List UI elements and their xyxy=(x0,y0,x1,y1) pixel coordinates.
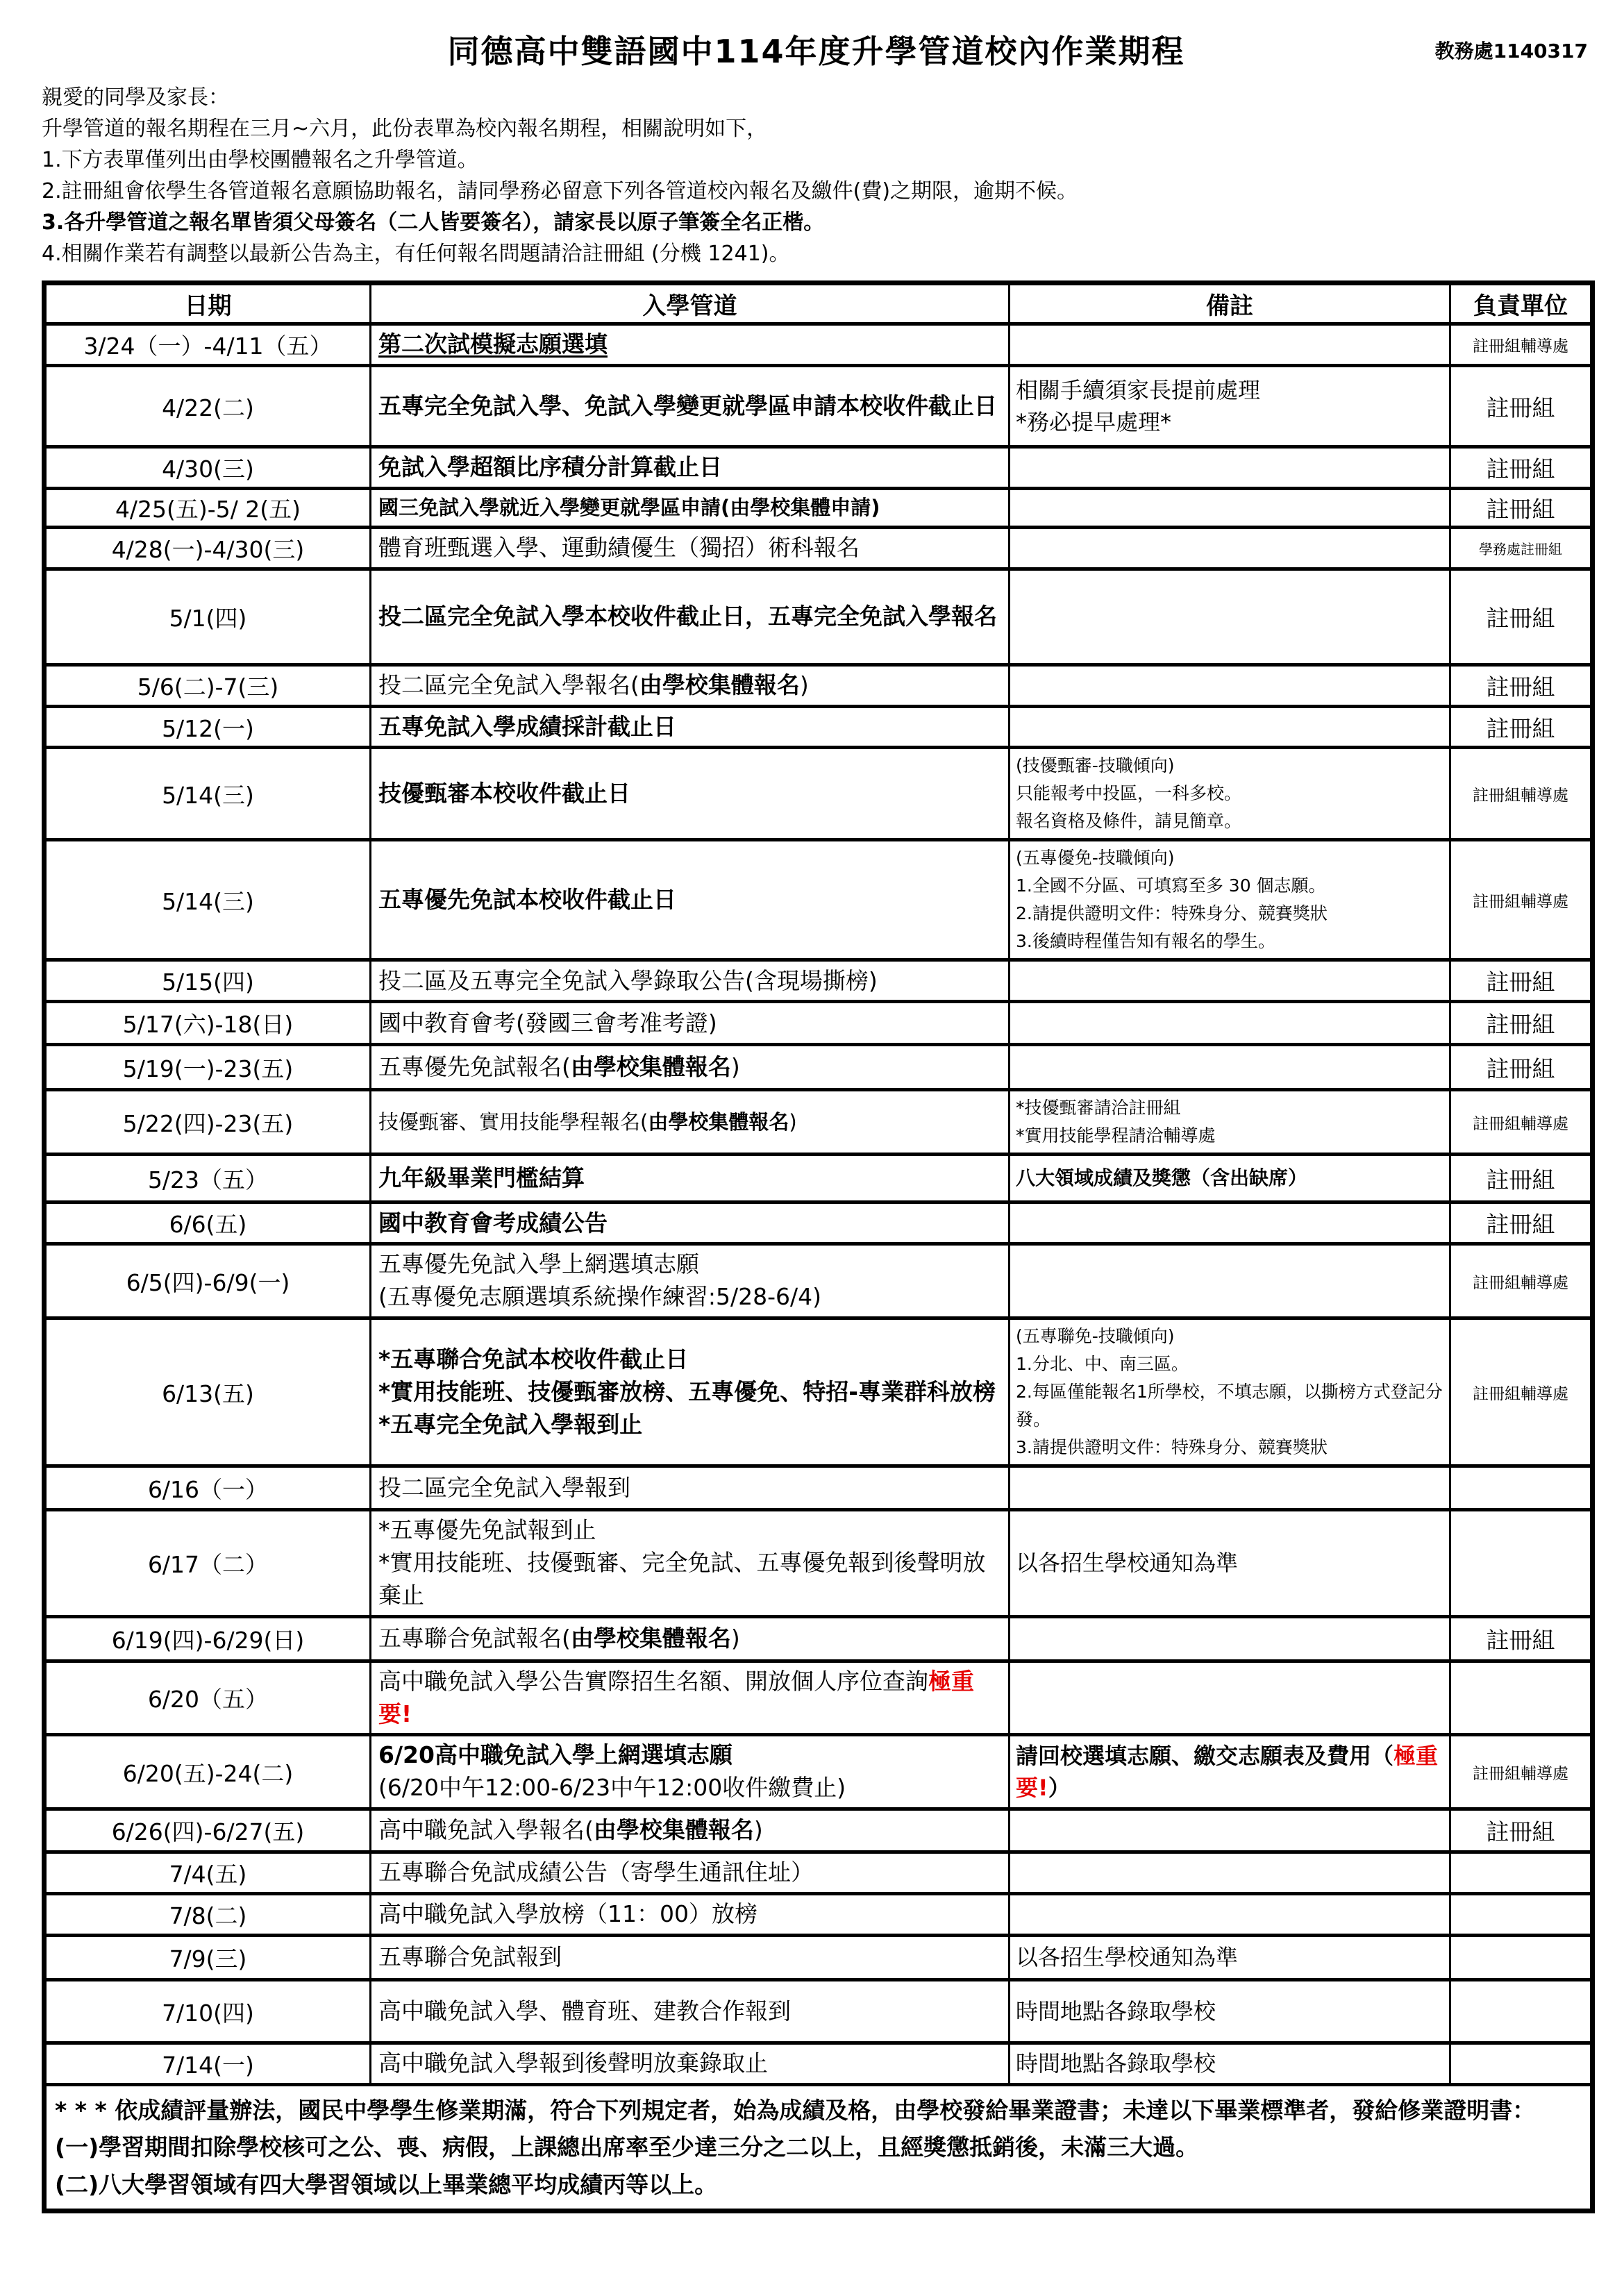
text-segment: 2.每區僅能報名1所學校，不填志願，以撕榜方式登記分發。 xyxy=(1016,1382,1443,1430)
text-segment: 高中職免試入學、體育班、建教合作報到 xyxy=(378,1997,791,2025)
cell-line xyxy=(378,884,1001,916)
cell-line xyxy=(1016,1995,1443,2027)
cell-line xyxy=(378,451,1001,484)
channel-cell xyxy=(371,1466,1010,1510)
date-cell: 7/4(五) xyxy=(44,1852,371,1894)
text-segment: *五專優先免試報到止 xyxy=(378,1516,596,1544)
text-segment: 高中職免試入學公告實際招生名額、開放個人序位查詢 xyxy=(378,1667,928,1695)
channel-cell xyxy=(371,960,1010,1002)
channel-cell xyxy=(371,2043,1010,2085)
unit-cell: 註冊組 xyxy=(1450,1616,1593,1661)
text-segment: 八大領域成績及獎懲（含出缺席） xyxy=(1016,1166,1308,1190)
footnote-line: (一)學習期間扣除學校核可之公、喪、病假，上課總出席率至少達三分之二以上，且經獎懲抵銷後，未滿三大過。 xyxy=(55,2134,1199,2161)
intro-note-4: 4.相關作業若有調整以最新公告為主，有任何報名問題請洽註冊組 (分機 1241)。 xyxy=(42,242,790,266)
cell-line xyxy=(378,711,1001,744)
unit-cell: 註冊組 xyxy=(1450,569,1593,664)
text-segment: 高中職免試入學報名( xyxy=(378,1816,594,1844)
text-segment: (五專聯免-技職傾向) xyxy=(1016,1326,1175,1347)
date-cell: 4/22(二) xyxy=(44,366,371,447)
intro-note-2: 2.註冊組會依學生各管道報名意願協助報名，請同學務必留意下列各管道校內報名及繳件(費)之期限，逾期不候。 xyxy=(42,179,1078,203)
table-row xyxy=(44,1661,1593,1735)
remark-cell xyxy=(1010,324,1450,366)
unit-cell: 註冊組 xyxy=(1450,1045,1593,1090)
text-segment: 技優甄審、實用技能學程報名( xyxy=(378,1109,648,1134)
remark-cell xyxy=(1010,706,1450,748)
text-segment: 五專聯合免試報名( xyxy=(378,1624,571,1652)
cell-line xyxy=(378,390,1001,423)
unit-cell: 註冊組 xyxy=(1450,706,1593,748)
col-header-channel: 入學管道 xyxy=(371,283,1010,324)
unit-cell: 註冊組 xyxy=(1450,447,1593,489)
table-row xyxy=(44,569,1593,664)
cell-line xyxy=(378,1051,1001,1084)
text-segment: 高中職免試入學放榜（11：00）放榜 xyxy=(378,1900,757,1928)
date-cell: 5/17(六)-18(日) xyxy=(44,1002,371,1045)
cell-line xyxy=(378,1995,1001,2028)
date-cell: 6/20（五） xyxy=(44,1661,371,1735)
text-segment: 投二區完全免試入學報到 xyxy=(378,1473,630,1501)
text-segment: 極重要! xyxy=(1016,1742,1439,1802)
table-row xyxy=(44,664,1593,706)
text-segment: (技優甄審-技職傾向) xyxy=(1016,755,1175,776)
text-segment: (6/20中午12:00-6/23中午12:00收件繳費止) xyxy=(378,1774,846,1802)
remark-cell xyxy=(1010,664,1450,706)
date-cell: 5/1(四) xyxy=(44,569,371,664)
cell-line xyxy=(378,532,1001,564)
channel-cell xyxy=(371,488,1010,527)
unit-cell xyxy=(1450,1894,1593,1936)
text-segment: 由學校集體報名 xyxy=(570,1624,731,1652)
intro-description: 升學管道的報名期程在三月~六月，此份表單為校內報名期程，相關說明如下， xyxy=(42,117,768,141)
channel-cell xyxy=(371,447,1010,489)
cell-line xyxy=(1016,807,1443,835)
table-row xyxy=(44,1852,1593,1894)
table-row xyxy=(44,1735,1593,1809)
channel-cell xyxy=(371,1894,1010,1936)
unit-cell: 註冊組 xyxy=(1450,366,1593,447)
channel-cell xyxy=(371,1852,1010,1894)
table-row xyxy=(44,840,1593,960)
date-cell: 5/6(二)-7(三) xyxy=(44,664,371,706)
date-cell: 6/13(五) xyxy=(44,1318,371,1466)
channel-cell xyxy=(371,1318,1010,1466)
text-segment: 高中職免試入學報到後聲明放棄錄取止 xyxy=(378,2050,768,2077)
date-cell: 7/8(二) xyxy=(44,1894,371,1936)
remark-cell xyxy=(1010,1090,1450,1155)
text-segment: 五專聯合免試成績公告（寄學生通訊住址） xyxy=(378,1859,814,1886)
unit-cell xyxy=(1450,1466,1593,1510)
cell-line xyxy=(1016,406,1443,438)
date-cell: 3/24（一）-4/11（五） xyxy=(44,324,371,366)
date-cell: 5/19(一)-23(五) xyxy=(44,1045,371,1090)
text-segment: 1.全國不分區、可填寫至多 30 個志願。 xyxy=(1016,875,1326,896)
text-segment: 五專優先免試報名( xyxy=(378,1053,571,1080)
cell-line xyxy=(378,965,1001,998)
cell-line xyxy=(378,1472,1001,1505)
cell-line xyxy=(1016,872,1443,900)
doc-reference-number: 教務處1140317 xyxy=(1434,40,1588,62)
table-row xyxy=(44,748,1593,840)
channel-cell xyxy=(371,664,1010,706)
unit-cell: 註冊組輔導處 xyxy=(1450,1244,1593,1318)
unit-cell: 註冊組輔導處 xyxy=(1450,1735,1593,1809)
remark-cell xyxy=(1010,1045,1450,1090)
channel-cell xyxy=(371,1735,1010,1809)
cell-line xyxy=(378,1343,1001,1376)
remark-cell xyxy=(1010,1244,1450,1318)
cell-line xyxy=(378,1108,1001,1137)
cell-line xyxy=(378,1409,1001,1441)
date-cell: 6/19(四)-6/29(日) xyxy=(44,1616,371,1661)
cell-line xyxy=(1016,1350,1443,1378)
table-row xyxy=(44,1318,1593,1466)
unit-cell: 註冊組輔導處 xyxy=(1450,324,1593,366)
channel-cell xyxy=(371,840,1010,960)
channel-cell xyxy=(371,569,1010,664)
channel-cell xyxy=(371,1155,1010,1203)
text-segment: 6/20高中職免試入學上網選填志願 xyxy=(378,1741,733,1769)
unit-cell: 註冊組 xyxy=(1450,1203,1593,1244)
date-cell: 6/6(五) xyxy=(44,1203,371,1244)
unit-cell xyxy=(1450,1936,1593,1980)
cell-line xyxy=(378,1857,1001,1889)
text-segment: 五專完全免試入學、免試入學變更就學區申請本校收件截止日 xyxy=(378,392,997,419)
cell-line xyxy=(378,328,1001,361)
text-segment: 投二區及五專完全免試入學錄取公告(含現場撕榜) xyxy=(378,966,878,994)
table-row xyxy=(44,1155,1593,1203)
text-segment: 極重要! xyxy=(378,1667,974,1727)
table-row xyxy=(44,706,1593,748)
text-segment: (五專優免志願選填系統操作練習:5/28-6/4) xyxy=(378,1283,821,1311)
date-cell: 6/16（一） xyxy=(44,1466,371,1510)
cell-line xyxy=(378,1248,1001,1281)
cell-line xyxy=(378,1623,1001,1655)
text-segment: 由學校集體報名 xyxy=(593,1816,754,1844)
text-segment: 五專優先免試本校收件截止日 xyxy=(378,886,676,913)
table-row xyxy=(44,366,1593,447)
text-segment: *實用技能學程請洽輔導處 xyxy=(1016,1125,1216,1146)
cell-line xyxy=(1016,1378,1443,1434)
text-segment: 五專免試入學成績採計截止日 xyxy=(378,712,676,740)
date-cell: 5/23（五） xyxy=(44,1155,371,1203)
channel-cell xyxy=(371,1809,1010,1852)
channel-cell xyxy=(371,748,1010,840)
cell-line xyxy=(1016,1434,1443,1461)
table-row xyxy=(44,1203,1593,1244)
channel-cell xyxy=(371,366,1010,447)
channel-cell xyxy=(371,1936,1010,1980)
cell-line xyxy=(378,601,1001,633)
unit-cell: 註冊組輔導處 xyxy=(1450,840,1593,960)
unit-cell xyxy=(1450,1510,1593,1617)
text-segment: 由學校集體報名 xyxy=(648,1109,789,1134)
channel-cell xyxy=(371,1002,1010,1045)
date-cell: 4/25(五)-5/ 2(五) xyxy=(44,488,371,527)
text-segment: ) xyxy=(789,1109,797,1134)
date-cell: 7/14(一) xyxy=(44,2043,371,2085)
remark-cell xyxy=(1010,447,1450,489)
channel-cell xyxy=(371,1045,1010,1090)
table-row xyxy=(44,527,1593,569)
remark-cell xyxy=(1010,1510,1450,1617)
text-segment: 免試入學超額比序積分計算截止日 xyxy=(378,453,722,480)
cell-line xyxy=(1016,928,1443,955)
remark-cell xyxy=(1010,1661,1450,1735)
unit-cell xyxy=(1450,1980,1593,2043)
cell-line xyxy=(378,1207,1001,1240)
text-segment: 以各招生學校通知為準 xyxy=(1016,1550,1239,1577)
cell-line xyxy=(1016,1740,1443,1804)
channel-cell xyxy=(371,1661,1010,1735)
text-segment: ) xyxy=(730,1053,740,1080)
table-row xyxy=(44,1510,1593,1617)
cell-line xyxy=(378,1666,1001,1731)
text-segment: 2.請提供證明文件：特殊身分、競賽獎狀 xyxy=(1016,903,1328,924)
cell-line xyxy=(1016,1164,1443,1193)
table-row xyxy=(44,1002,1593,1045)
footnote-cell xyxy=(44,2084,1593,2211)
col-header-date: 日期 xyxy=(44,283,371,324)
cell-line xyxy=(378,1772,1001,1804)
text-segment: 國中教育會考成績公告 xyxy=(378,1209,608,1237)
text-segment: 國三免試入學就近入學變更就學區申請(由學校集體申請) xyxy=(378,495,880,519)
table-row xyxy=(44,1090,1593,1155)
text-segment: 體育班甄選入學、運動績優生（獨招）術科報名 xyxy=(378,533,860,561)
channel-cell xyxy=(371,1090,1010,1155)
text-segment: *實用技能班、技優甄審放榜、五專優免、特招-專業群科放榜 xyxy=(378,1377,996,1405)
text-segment: 3.後續時程僅告知有報名的學生。 xyxy=(1016,931,1275,952)
intro-note-1: 1.下方表單僅列出由學校團體報名之升學管道。 xyxy=(42,148,478,172)
channel-cell xyxy=(371,324,1010,366)
text-segment: ) xyxy=(753,1816,763,1844)
date-cell: 5/14(三) xyxy=(44,840,371,960)
cell-line xyxy=(1016,1547,1443,1579)
table-row xyxy=(44,1936,1593,1980)
channel-cell xyxy=(371,1980,1010,2043)
channel-cell xyxy=(371,1203,1010,1244)
cell-line xyxy=(378,494,1001,522)
text-segment: *實用技能班、技優甄審、完全免試、五專優免報到後聲明放棄止 xyxy=(378,1549,986,1609)
date-cell: 6/17（二） xyxy=(44,1510,371,1617)
date-cell: 5/14(三) xyxy=(44,748,371,840)
cell-line xyxy=(378,1376,1001,1409)
text-segment: 時間地點各錄取學校 xyxy=(1016,1997,1216,2025)
unit-cell: 註冊組 xyxy=(1450,1002,1593,1045)
table-row xyxy=(44,324,1593,366)
unit-cell: 學務處註冊組 xyxy=(1450,527,1593,569)
cell-line xyxy=(1016,780,1443,807)
remark-cell xyxy=(1010,1155,1450,1203)
cell-line xyxy=(378,1739,1001,1772)
table-row xyxy=(44,1809,1593,1852)
schedule-table-body xyxy=(44,324,1593,2211)
cell-line xyxy=(378,1007,1001,1040)
date-cell: 6/26(四)-6/27(五) xyxy=(44,1809,371,1852)
remark-cell xyxy=(1010,569,1450,664)
table-header-row xyxy=(44,283,1593,324)
date-cell: 5/15(四) xyxy=(44,960,371,1002)
cell-line xyxy=(378,1814,1001,1847)
cell-line xyxy=(1016,2047,1443,2079)
remark-cell xyxy=(1010,2043,1450,2085)
text-segment: *技優甄審請洽註冊組 xyxy=(1016,1098,1181,1118)
cell-line xyxy=(1016,1323,1443,1350)
footnote-line: * * * 依成績評量辦法，國民中學學生修業期滿，符合下列規定者，始為成績及格，由學校發給畢業證書；未達以下畢業標準者，發給修業證明書： xyxy=(55,2096,1536,2124)
text-segment: 五專優先免試入學上網選填志願 xyxy=(378,1250,699,1278)
table-row xyxy=(44,1894,1593,1936)
unit-cell xyxy=(1450,2043,1593,2085)
table-row xyxy=(44,488,1593,527)
unit-cell: 註冊組 xyxy=(1450,488,1593,527)
remark-cell xyxy=(1010,1894,1450,1936)
cell-line xyxy=(378,1514,1001,1547)
channel-cell xyxy=(371,527,1010,569)
cell-line xyxy=(378,1281,1001,1314)
cell-line xyxy=(1016,844,1443,872)
col-header-unit: 負責單位 xyxy=(1450,283,1593,324)
text-segment: ) xyxy=(799,671,809,698)
text-segment: 由學校集體報名 xyxy=(570,1053,731,1080)
remark-cell xyxy=(1010,1203,1450,1244)
col-header-remark: 備註 xyxy=(1010,283,1450,324)
text-segment: 由學校集體報名 xyxy=(639,671,800,698)
channel-cell xyxy=(371,706,1010,748)
remark-cell xyxy=(1010,840,1450,960)
cell-line xyxy=(378,1941,1001,1974)
remark-cell xyxy=(1010,1809,1450,1852)
table-row xyxy=(44,2043,1593,2085)
unit-cell: 註冊組 xyxy=(1450,664,1593,706)
cell-line xyxy=(1016,374,1443,406)
schedule-table xyxy=(42,280,1595,2213)
cell-line xyxy=(378,1547,1001,1612)
text-segment: 第二次試模擬志願選填 xyxy=(378,330,608,358)
cell-line xyxy=(378,2047,1001,2080)
date-cell: 5/22(四)-23(五) xyxy=(44,1090,371,1155)
remark-cell xyxy=(1010,1466,1450,1510)
date-cell: 4/30(三) xyxy=(44,447,371,489)
text-segment: 相關手續須家長提前處理 xyxy=(1016,376,1261,403)
text-segment: 投二區完全免試入學本校收件截止日，五專完全免試入學報名 xyxy=(378,602,997,630)
intro-note-3: 3.各升學管道之報名單皆須父母簽名（二人皆要簽名），請家長以原子筆簽全名正楷。 xyxy=(42,210,825,235)
text-segment: 只能報考中投區，一科多校。 xyxy=(1016,783,1242,804)
channel-cell xyxy=(371,1510,1010,1617)
cell-line xyxy=(1016,1094,1443,1122)
remark-cell xyxy=(1010,488,1450,527)
text-segment: 時間地點各錄取學校 xyxy=(1016,2050,1216,2077)
cell-line xyxy=(378,669,1001,702)
remark-cell xyxy=(1010,1936,1450,1980)
text-segment: *五專聯合免試本校收件截止日 xyxy=(378,1345,689,1373)
remark-cell xyxy=(1010,527,1450,569)
page-title: 同德高中雙語國中114年度升學管道校內作業期程 xyxy=(447,33,1185,70)
unit-cell: 註冊組輔導處 xyxy=(1450,1318,1593,1466)
cell-line xyxy=(1016,1941,1443,1973)
text-segment: *務必提早處理* xyxy=(1016,409,1172,435)
remark-cell xyxy=(1010,366,1450,447)
text-segment: 3.請提供證明文件：特殊身分、競賽獎狀 xyxy=(1016,1437,1328,1458)
unit-cell: 註冊組 xyxy=(1450,960,1593,1002)
table-row xyxy=(44,1045,1593,1090)
table-row xyxy=(44,1466,1593,1510)
date-cell: 4/28(一)-4/30(三) xyxy=(44,527,371,569)
date-cell: 7/10(四) xyxy=(44,1980,371,2043)
unit-cell xyxy=(1450,1852,1593,1894)
remark-cell xyxy=(1010,1980,1450,2043)
date-cell: 6/5(四)-6/9(一) xyxy=(44,1244,371,1318)
text-segment: 報名資格及條件，請見簡章。 xyxy=(1016,811,1242,832)
remark-cell xyxy=(1010,1616,1450,1661)
remark-cell xyxy=(1010,748,1450,840)
table-footnote-row xyxy=(44,2084,1593,2211)
date-cell: 7/9(三) xyxy=(44,1936,371,1980)
unit-cell: 註冊組 xyxy=(1450,1809,1593,1852)
unit-cell: 註冊組輔導處 xyxy=(1450,748,1593,840)
table-row xyxy=(44,960,1593,1002)
text-segment: 請回校選填志願、繳交志願表及費用（ xyxy=(1016,1742,1394,1769)
footnote-line: (二)八大學習領域有四大學習領域以上畢業總平均成績丙等以上。 xyxy=(55,2170,718,2198)
table-row xyxy=(44,447,1593,489)
date-cell: 6/20(五)-24(二) xyxy=(44,1735,371,1809)
cell-line xyxy=(378,1162,1001,1195)
intro-section xyxy=(42,82,1591,269)
text-segment: 國中教育會考(發國三會考准考證) xyxy=(378,1009,717,1037)
cell-line xyxy=(378,778,1001,810)
channel-cell xyxy=(371,1616,1010,1661)
text-segment: 技優甄審本校收件截止日 xyxy=(378,780,630,807)
text-segment: 以各招生學校通知為準 xyxy=(1016,1944,1239,1971)
unit-cell xyxy=(1450,1661,1593,1735)
unit-cell: 註冊組輔導處 xyxy=(1450,1090,1593,1155)
table-row xyxy=(44,1980,1593,2043)
cell-line xyxy=(1016,900,1443,928)
text-segment: ） xyxy=(1048,1775,1071,1802)
cell-line xyxy=(378,1898,1001,1931)
table-row xyxy=(44,1244,1593,1318)
text-segment: *五專完全免試入學報到止 xyxy=(378,1410,643,1438)
date-cell: 5/12(一) xyxy=(44,706,371,748)
text-segment: 投二區完全免試入學報名( xyxy=(378,671,639,698)
text-segment: 五專聯合免試報到 xyxy=(378,1943,562,1971)
cell-line xyxy=(1016,752,1443,780)
text-segment: ) xyxy=(730,1624,740,1652)
channel-cell xyxy=(371,1244,1010,1318)
intro-salutation: 親愛的同學及家長： xyxy=(42,85,229,110)
unit-cell: 註冊組 xyxy=(1450,1155,1593,1203)
remark-cell xyxy=(1010,960,1450,1002)
remark-cell xyxy=(1010,1318,1450,1466)
cell-line xyxy=(1016,1122,1443,1150)
remark-cell xyxy=(1010,1002,1450,1045)
table-row xyxy=(44,1616,1593,1661)
text-segment: 九年級畢業門檻結算 xyxy=(378,1164,585,1191)
text-segment: 1.分北、中、南三區。 xyxy=(1016,1354,1189,1375)
remark-cell xyxy=(1010,1852,1450,1894)
remark-cell xyxy=(1010,1735,1450,1809)
text-segment: (五專優免-技職傾向) xyxy=(1016,848,1175,869)
